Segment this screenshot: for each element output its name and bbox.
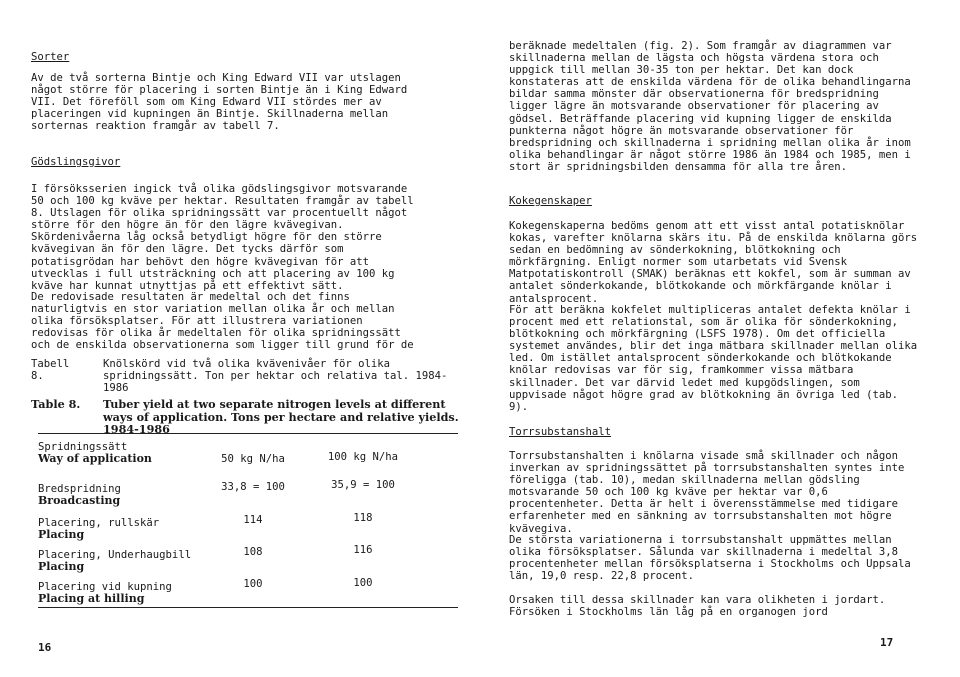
table-header-row xyxy=(38,441,218,466)
page-number-right: 17 xyxy=(880,636,894,649)
table-caption-en: Tuber yield at two separate nitrogen levels at different ways of application. Tons per hectare and relative yields. 1984-1986 xyxy=(103,397,459,437)
table-row xyxy=(38,517,218,542)
paragraph-torrsubstanshalt-1: Torrsubstanshalten i knölarna visade små skillnader och någon inverkan av spridningssättet på torrsubstanshalten syntes inte föreligga (tab. 10), medan skillnaderna mellan gödsling motsvarande 50 och 100 kg kväve per hektar var 0,6 procentenheter. Detta är helt i överensstämmelse med tidigare erfarenheter med en sänkning av torrsubstanshalten mot högre kvävegiva. xyxy=(509,450,905,535)
table-row xyxy=(38,483,218,508)
table-label-en: Table 8. xyxy=(31,397,81,411)
section-heading-torrsubstanshalt: Torrsubstanshalt xyxy=(509,426,612,438)
table-label-sv: Tabell 8. xyxy=(31,358,70,383)
table-caption-english xyxy=(31,398,461,438)
row-label-en: Placing xyxy=(38,528,85,542)
paragraph-torrsubstanshalt-3: Orsaken till dessa skillnader kan vara olikheten i jordart. Försöken i Stockholms län låg på en organogen jord xyxy=(509,594,886,619)
table-row xyxy=(38,581,218,606)
table-cell: 114 xyxy=(243,514,263,526)
paragraph-godslingsgivor: I försöksserien ingick två olika gödslingsgivor motsvarande 50 och 100 kg kväve per hektar. Resultaten framgår av tabell 8. Utslagen för olika spridningssätt var procentuellt något större för den högre än för den lägre kvävegivan. Skördenivåerna låg också betydligt högre för den större kvävegivan än för den lägre. Det tycks därför som potatisgrödan har behövt den högre kvävegivan för att utvecklas i full utsträckning och att placering av 100 kg kväve har kunnat utnyttjas på ett effektivt sätt. xyxy=(31,183,414,292)
page-number-left: 16 xyxy=(38,641,52,654)
table-top-rule xyxy=(38,433,458,434)
right-page xyxy=(480,0,960,677)
paragraph-sorter: Av de två sorterna Bintje och King Edward VII var utslagen något större för placering i sorten Bintje än i King Edward VII. Det föreföll som om King Edward VII stördes mer av placeringen vid kupningen än Bintje. Skillnaderna mellan sorternas reaktion framgår av tabell 7. xyxy=(31,72,408,133)
table-cell: 108 xyxy=(243,546,263,558)
row-label-en: Placing xyxy=(38,560,85,574)
table-cell: 35,9 = 100 xyxy=(331,479,395,491)
row-label-sv: Bredspridning xyxy=(38,483,121,495)
table-cell: 100 xyxy=(353,577,373,589)
paragraph-kokegenskaper-2: För att beräkna kokfelet multipliceras antalet defekta knölar i procent med ett relationstal, som är olika för sönderkokning, blötkokning och mörkfärgning (LSFS 1978). Om det officiella systemet användes, blir det inga mätbara skillnader mellan olika led. Om istället antalsprocent sönderkokande och blötkokande knölar redovisas var för sig, framkommer vissa mätbara skillnader. Det var därvid ledet med kupgödslingen, som uppvisade något högre grad av blötkokning än övriga led (tab. 9). xyxy=(509,304,918,413)
row-label-sv: Placering, Underhaugbill xyxy=(38,549,192,561)
section-heading-sorter: Sorter xyxy=(31,51,70,63)
table-bottom-rule xyxy=(38,607,458,608)
col-header-100: 100 kg N/ha xyxy=(327,451,399,463)
row-label-en: Placing at hilling xyxy=(38,592,145,606)
table-cell: 116 xyxy=(353,544,373,556)
header-way-sv: Spridningssätt xyxy=(38,441,128,453)
row-label-sv: Placering vid kupning xyxy=(38,581,172,593)
table-caption-sv: Knölskörd vid två olika kvävenivåer för olika spridningssätt. Ton per hektar och relativa tal. 1984-1986 xyxy=(103,358,448,395)
table-cell: 100 xyxy=(243,578,263,590)
table-cell: 118 xyxy=(353,512,373,524)
col-header-50: 50 kg N/ha xyxy=(221,453,285,465)
table-caption-swedish xyxy=(31,358,461,398)
row-label-sv: Placering, rullskär xyxy=(38,517,160,529)
row-label-en: Broadcasting xyxy=(38,494,121,508)
paragraph-redovisade: De redovisade resultaten är medeltal och det finns naturligtvis en stor variation mellan olika år och mellan olika försöksplatser. För att illustrera variationen redovisas för olika år medeltalen för olika spridningssätt och de enskilda observationerna som ligger till grund för de xyxy=(31,291,414,352)
section-heading-godslingsgivor: Gödslingsgivor xyxy=(31,156,121,168)
paragraph-beraknade: beräknade medeltalen (fig. 2). Som framgår av diagrammen var skillnaderna mellan de lägsta och högsta värdena stora och uppgick till mellan 30-35 ton per hektar. Det kan dock konstateras att de enskilda värdena för de olika behandlingarna bildar samma mönster där observationerna för bredspridning ligger lägre än motsvarande observationer för placering av gödsel. Beträffande placering vid kupning ligger de enskilda punkterna något högre än motsvarande observationer för bredspridning och skillnaderna i spridning mellan olika år inom olika behandlingar är något större 1986 än 1984 och 1985, men i stort är spridningsbilden densamma för alla tre åren. xyxy=(509,40,911,173)
table-cell: 33,8 = 100 xyxy=(221,481,285,493)
paragraph-kokegenskaper-1: Kokegenskaperna bedöms genom att ett visst antal potatisknölar kokas, varefter knölarna skärs itu. På de enskilda knölarna görs sedan en bedömning av sönderkokning, blötkokning och mörkfärgning. Enligt normer som utarbetats vid Svensk Matpotatiskontroll (SMAK) beräknas ett kokfel, som är summan av antalet sönderkokande, blötkokande och mörkfärgande knölar i antalsprocent. xyxy=(509,220,918,305)
paragraph-torrsubstanshalt-2: De största variationerna i torrsubstanshalt uppmättes mellan olika försöksplatser. Sålunda var skillnaderna i medeltal 3,8 procentenheter mellan försöksplatserna i Stockholms och Uppsala län, 19,0 resp. 22,8 procent. xyxy=(509,534,911,583)
table-row xyxy=(38,549,218,574)
header-way-en: Way of application xyxy=(38,452,152,466)
section-heading-kokegenskaper: Kokegenskaper xyxy=(509,195,592,207)
